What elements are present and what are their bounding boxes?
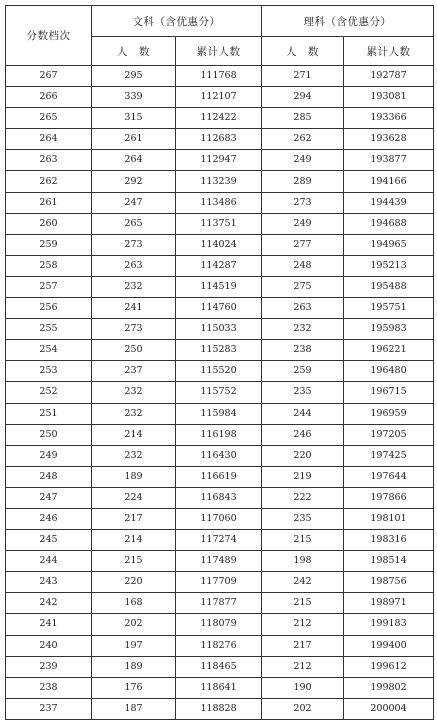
table-row bbox=[6, 466, 434, 487]
arts-cumulative-cell: 115984 bbox=[176, 403, 262, 424]
arts-count-cell: 273 bbox=[92, 234, 176, 255]
table-row bbox=[6, 656, 434, 677]
science-cumulative-cell: 199183 bbox=[344, 614, 434, 635]
arts-count-cell: 264 bbox=[92, 150, 176, 171]
table-row bbox=[6, 87, 434, 108]
science-cumulative-cell: 197425 bbox=[344, 445, 434, 466]
table-row bbox=[6, 255, 434, 276]
science-cumulative-cell: 199612 bbox=[344, 656, 434, 677]
table-row bbox=[6, 234, 434, 255]
science-cumulative-cell: 196715 bbox=[344, 382, 434, 403]
arts-count-cell: 176 bbox=[92, 677, 176, 698]
science-cumulative-cell: 195983 bbox=[344, 319, 434, 340]
arts-cumulative-cell: 118276 bbox=[176, 635, 262, 656]
science-cumulative-cell: 198514 bbox=[344, 551, 434, 572]
arts-count-cell: 261 bbox=[92, 129, 176, 150]
science-count-cell: 244 bbox=[262, 403, 344, 424]
arts-count-cell: 189 bbox=[92, 656, 176, 677]
score-distribution-table-container bbox=[5, 5, 434, 720]
science-cumulative-cell: 194965 bbox=[344, 234, 434, 255]
arts-count-cell: 217 bbox=[92, 508, 176, 529]
science-cumulative-cell: 194688 bbox=[344, 213, 434, 234]
science-count-cell: 262 bbox=[262, 129, 344, 150]
arts-count-cell: 241 bbox=[92, 298, 176, 319]
science-count-cell: 242 bbox=[262, 572, 344, 593]
table-row bbox=[6, 508, 434, 529]
table-row bbox=[6, 192, 434, 213]
score-cell: 261 bbox=[6, 192, 92, 213]
score-cell: 251 bbox=[6, 403, 92, 424]
arts-count-cell: 189 bbox=[92, 466, 176, 487]
arts-cumulative-cell: 118465 bbox=[176, 656, 262, 677]
science-cumulative-cell: 198971 bbox=[344, 593, 434, 614]
science-cumulative-header: 累计人数 bbox=[344, 37, 434, 66]
arts-cumulative-cell: 115752 bbox=[176, 382, 262, 403]
science-count-cell: 198 bbox=[262, 551, 344, 572]
science-count-cell: 275 bbox=[262, 276, 344, 297]
table-row bbox=[6, 530, 434, 551]
science-cumulative-cell: 197205 bbox=[344, 424, 434, 445]
score-column-header: 分数档次 bbox=[6, 6, 92, 66]
science-count-cell: 273 bbox=[262, 192, 344, 213]
arts-cumulative-cell: 114024 bbox=[176, 234, 262, 255]
science-cumulative-cell: 198316 bbox=[344, 530, 434, 551]
science-count-cell: 259 bbox=[262, 361, 344, 382]
arts-count-cell: 197 bbox=[92, 635, 176, 656]
science-cumulative-cell: 197866 bbox=[344, 487, 434, 508]
score-cell: 249 bbox=[6, 445, 92, 466]
score-cell: 250 bbox=[6, 424, 92, 445]
score-cell: 255 bbox=[6, 319, 92, 340]
science-count-cell: 235 bbox=[262, 382, 344, 403]
science-cumulative-cell: 199802 bbox=[344, 677, 434, 698]
table-row bbox=[6, 445, 434, 466]
arts-cumulative-cell: 116843 bbox=[176, 487, 262, 508]
score-cell: 243 bbox=[6, 572, 92, 593]
arts-cumulative-cell: 112683 bbox=[176, 129, 262, 150]
arts-cumulative-cell: 116619 bbox=[176, 466, 262, 487]
arts-cumulative-cell: 111768 bbox=[176, 66, 262, 87]
score-cell: 245 bbox=[6, 530, 92, 551]
score-cell: 262 bbox=[6, 171, 92, 192]
arts-cumulative-cell: 115520 bbox=[176, 361, 262, 382]
arts-count-cell: 247 bbox=[92, 192, 176, 213]
science-cumulative-cell: 193628 bbox=[344, 129, 434, 150]
score-cell: 254 bbox=[6, 340, 92, 361]
table-row bbox=[6, 66, 434, 87]
arts-group-header: 文科（含优惠分） bbox=[92, 6, 262, 37]
arts-count-cell: 232 bbox=[92, 445, 176, 466]
arts-count-cell: 273 bbox=[92, 319, 176, 340]
table-row bbox=[6, 150, 434, 171]
arts-count-cell: 292 bbox=[92, 171, 176, 192]
score-cell: 244 bbox=[6, 551, 92, 572]
arts-cumulative-cell: 114519 bbox=[176, 276, 262, 297]
science-cumulative-cell: 197644 bbox=[344, 466, 434, 487]
arts-count-cell: 237 bbox=[92, 361, 176, 382]
score-cell: 264 bbox=[6, 129, 92, 150]
science-count-cell: 220 bbox=[262, 445, 344, 466]
arts-cumulative-cell: 112947 bbox=[176, 150, 262, 171]
science-count-cell: 217 bbox=[262, 635, 344, 656]
table-row bbox=[6, 340, 434, 361]
table-body bbox=[6, 66, 434, 720]
science-count-cell: 219 bbox=[262, 466, 344, 487]
arts-cumulative-cell: 117060 bbox=[176, 508, 262, 529]
science-cumulative-cell: 198101 bbox=[344, 508, 434, 529]
score-cell: 256 bbox=[6, 298, 92, 319]
score-cell: 259 bbox=[6, 234, 92, 255]
arts-count-cell: 315 bbox=[92, 108, 176, 129]
science-cumulative-cell: 196480 bbox=[344, 361, 434, 382]
arts-cumulative-cell: 113486 bbox=[176, 192, 262, 213]
score-cell: 247 bbox=[6, 487, 92, 508]
science-count-cell: 238 bbox=[262, 340, 344, 361]
score-cell: 252 bbox=[6, 382, 92, 403]
science-count-cell: 202 bbox=[262, 698, 344, 719]
score-cell: 246 bbox=[6, 508, 92, 529]
science-cumulative-cell: 192787 bbox=[344, 66, 434, 87]
score-cell: 241 bbox=[6, 614, 92, 635]
arts-cumulative-cell: 117877 bbox=[176, 593, 262, 614]
arts-cumulative-header: 累计人数 bbox=[176, 37, 262, 66]
science-count-header: 人 数 bbox=[262, 37, 344, 66]
science-count-cell: 289 bbox=[262, 171, 344, 192]
science-cumulative-cell: 193877 bbox=[344, 150, 434, 171]
score-cell: 237 bbox=[6, 698, 92, 719]
score-cell: 258 bbox=[6, 255, 92, 276]
score-cell: 257 bbox=[6, 276, 92, 297]
arts-cumulative-cell: 112107 bbox=[176, 87, 262, 108]
arts-cumulative-cell: 115283 bbox=[176, 340, 262, 361]
score-cell: 239 bbox=[6, 656, 92, 677]
arts-count-cell: 168 bbox=[92, 593, 176, 614]
table-row bbox=[6, 403, 434, 424]
score-cell: 267 bbox=[6, 66, 92, 87]
science-count-cell: 249 bbox=[262, 213, 344, 234]
table-row bbox=[6, 487, 434, 508]
score-cell: 263 bbox=[6, 150, 92, 171]
science-cumulative-cell: 200004 bbox=[344, 698, 434, 719]
score-cell: 240 bbox=[6, 635, 92, 656]
arts-count-cell: 187 bbox=[92, 698, 176, 719]
score-cell: 242 bbox=[6, 593, 92, 614]
table-row bbox=[6, 424, 434, 445]
science-count-cell: 248 bbox=[262, 255, 344, 276]
science-cumulative-cell: 194166 bbox=[344, 171, 434, 192]
table-row bbox=[6, 635, 434, 656]
table-row bbox=[6, 319, 434, 340]
score-cell: 238 bbox=[6, 677, 92, 698]
table-row bbox=[6, 129, 434, 150]
science-count-cell: 246 bbox=[262, 424, 344, 445]
arts-cumulative-cell: 118079 bbox=[176, 614, 262, 635]
science-count-cell: 215 bbox=[262, 530, 344, 551]
table-row bbox=[6, 213, 434, 234]
table-row bbox=[6, 551, 434, 572]
arts-cumulative-cell: 117489 bbox=[176, 551, 262, 572]
arts-cumulative-cell: 117274 bbox=[176, 530, 262, 551]
science-count-cell: 222 bbox=[262, 487, 344, 508]
table-row bbox=[6, 276, 434, 297]
science-cumulative-cell: 193366 bbox=[344, 108, 434, 129]
science-count-cell: 249 bbox=[262, 150, 344, 171]
arts-cumulative-cell: 118828 bbox=[176, 698, 262, 719]
science-group-header: 理科（含优惠分） bbox=[262, 6, 434, 37]
table-row bbox=[6, 361, 434, 382]
arts-count-cell: 232 bbox=[92, 382, 176, 403]
arts-count-cell: 214 bbox=[92, 530, 176, 551]
arts-count-cell: 263 bbox=[92, 255, 176, 276]
table-row bbox=[6, 698, 434, 719]
arts-count-cell: 232 bbox=[92, 276, 176, 297]
score-cell: 266 bbox=[6, 87, 92, 108]
table-row bbox=[6, 108, 434, 129]
science-cumulative-cell: 195213 bbox=[344, 255, 434, 276]
score-cell: 260 bbox=[6, 213, 92, 234]
arts-count-cell: 215 bbox=[92, 551, 176, 572]
science-cumulative-cell: 196221 bbox=[344, 340, 434, 361]
arts-count-header: 人 数 bbox=[92, 37, 176, 66]
arts-cumulative-cell: 116430 bbox=[176, 445, 262, 466]
science-cumulative-cell: 195751 bbox=[344, 298, 434, 319]
science-count-cell: 212 bbox=[262, 656, 344, 677]
table-row bbox=[6, 677, 434, 698]
arts-count-cell: 339 bbox=[92, 87, 176, 108]
science-cumulative-cell: 195488 bbox=[344, 276, 434, 297]
arts-count-cell: 220 bbox=[92, 572, 176, 593]
arts-count-cell: 265 bbox=[92, 213, 176, 234]
score-cell: 248 bbox=[6, 466, 92, 487]
arts-cumulative-cell: 116198 bbox=[176, 424, 262, 445]
science-count-cell: 232 bbox=[262, 319, 344, 340]
arts-cumulative-cell: 113239 bbox=[176, 171, 262, 192]
arts-count-cell: 250 bbox=[92, 340, 176, 361]
science-count-cell: 263 bbox=[262, 298, 344, 319]
science-cumulative-cell: 193081 bbox=[344, 87, 434, 108]
arts-cumulative-cell: 113751 bbox=[176, 213, 262, 234]
science-count-cell: 277 bbox=[262, 234, 344, 255]
table-row bbox=[6, 614, 434, 635]
arts-count-cell: 224 bbox=[92, 487, 176, 508]
science-count-cell: 212 bbox=[262, 614, 344, 635]
table-row bbox=[6, 593, 434, 614]
table-row bbox=[6, 298, 434, 319]
science-count-cell: 271 bbox=[262, 66, 344, 87]
arts-cumulative-cell: 112422 bbox=[176, 108, 262, 129]
science-count-cell: 294 bbox=[262, 87, 344, 108]
science-count-cell: 215 bbox=[262, 593, 344, 614]
science-count-cell: 235 bbox=[262, 508, 344, 529]
arts-count-cell: 232 bbox=[92, 403, 176, 424]
score-distribution-table bbox=[5, 5, 434, 720]
science-cumulative-cell: 198756 bbox=[344, 572, 434, 593]
table-row bbox=[6, 572, 434, 593]
table-row bbox=[6, 382, 434, 403]
arts-cumulative-cell: 118641 bbox=[176, 677, 262, 698]
arts-cumulative-cell: 115033 bbox=[176, 319, 262, 340]
science-cumulative-cell: 194439 bbox=[344, 192, 434, 213]
score-cell: 265 bbox=[6, 108, 92, 129]
header-row-top bbox=[6, 6, 434, 37]
score-cell: 253 bbox=[6, 361, 92, 382]
arts-count-cell: 295 bbox=[92, 66, 176, 87]
science-count-cell: 285 bbox=[262, 108, 344, 129]
science-cumulative-cell: 199400 bbox=[344, 635, 434, 656]
arts-cumulative-cell: 114287 bbox=[176, 255, 262, 276]
arts-count-cell: 214 bbox=[92, 424, 176, 445]
arts-cumulative-cell: 117709 bbox=[176, 572, 262, 593]
table-row bbox=[6, 171, 434, 192]
arts-count-cell: 202 bbox=[92, 614, 176, 635]
arts-cumulative-cell: 114760 bbox=[176, 298, 262, 319]
science-count-cell: 190 bbox=[262, 677, 344, 698]
science-cumulative-cell: 196959 bbox=[344, 403, 434, 424]
